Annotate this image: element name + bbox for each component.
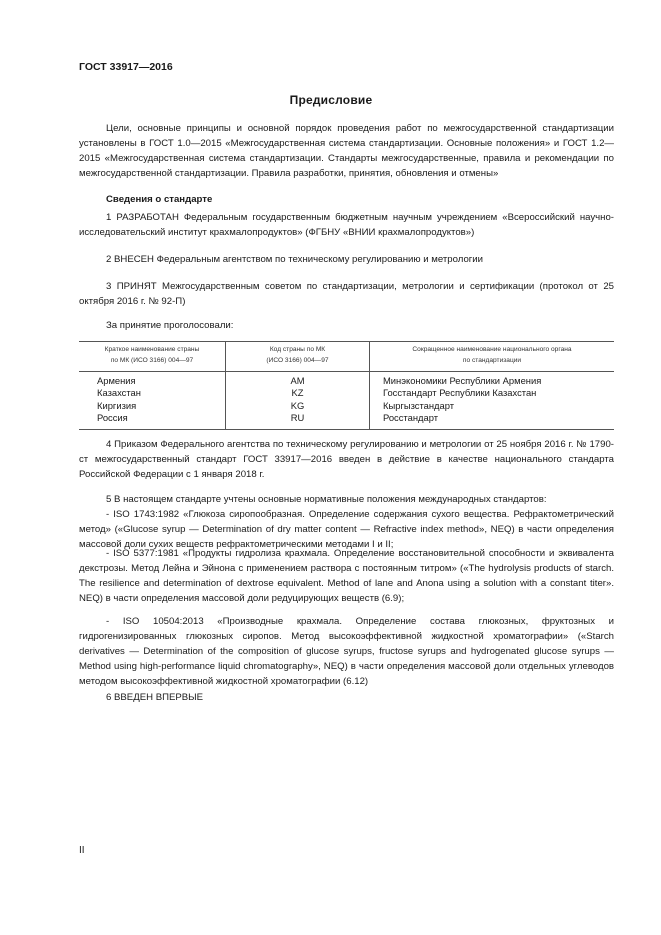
country-cell: Армения [97, 375, 136, 386]
item-5-iso-1743: - ISO 1743:1982 «Глюкоза сиропообразная. Определение содержания сухого вещества. Рефрактометрический метод» («Glucose syrup — Determination of dry matter content — Refractive index method», NEQ) в части определения массовой доли сухих веществ рефрактометрическими методами I и II; [79, 509, 614, 551]
country-cell: Киргизия [97, 399, 137, 411]
item-5-iso-10504: - ISO 10504:2013 «Производные крахмала. Определение состава глюкозных, фруктозных и гидрогенизированных глюкозных сиропов. Метод высокоэффективной жидкостной хроматографии» («Starch derivatives — Determination of the composition of glucose syrups, fructose syrups and hydrogenated glucose syrups — Method using high-performance liquid chromatography», NEQ) в части определения массовой доли отдельных углеводов методом высокоэффективной жидкостной хроматографии (6.12) [79, 616, 614, 688]
column-header-code-line2: (ИСО 3166) 004—97 [266, 357, 329, 364]
voting-countries-table [79, 341, 614, 430]
column-header-body-line1: Сокращенное наименование национального органа [412, 346, 572, 353]
item-4-order: 4 Приказом Федерального агентства по техническому регулированию и метрологии от 25 ноября 2016 г. № 1790-ст межгосударственный стандарт ГОСТ 33917—2016 введен в действие в качестве национального стандарта Российской Федерации с 1 января 2018 г. [79, 439, 614, 481]
table-row [79, 400, 614, 412]
intro-paragraph: Цели, основные принципы и основной порядок проведения работ по межгосударственной стандартизации установлены в ГОСТ 1.0—2015 «Межгосударственная система стандартизации. Основные положения» и ГОСТ 1.2—2015 «Межгосударственная система стандартизации. Стандарты межгосударственные, правила и рекомендации по межгосударственной стандартизации. Правила разработки, принятия, обновления и отмены» [79, 123, 614, 180]
column-header-country-line1: Краткое наименование страны [104, 346, 200, 353]
standards-body-cell: Минэкономики Республики Армения [370, 372, 615, 388]
item-5-iso-5377: - ISO 5377:1981 «Продукты гидролиза крахмала. Определение восстановительной способности и эквивалента декстрозы. Метод Лейна и Эйнона с применением раствора с постоянным титром» («The hydrolysis products of starch. The resilience and determination of dextrose equivalent. Method of lane and Anona using a solution with a constant titer». NEQ) в части определения массовой доли редуцирующих веществ (6.9); [79, 548, 614, 605]
country-cell: Россия [79, 412, 226, 429]
column-header-body [370, 342, 615, 372]
standards-body-cell: Госстандарт Республики Казахстан [370, 387, 615, 399]
table-header-row [79, 342, 614, 372]
column-header-code [226, 342, 370, 372]
section-subtitle: Сведения о стандарте [106, 194, 213, 205]
standards-body-cell: Росстандарт [370, 412, 615, 429]
standards-body-cell: Кыргызстандарт [370, 400, 615, 412]
item-2-introduced: 2 ВНЕСЕН Федеральным агентством по техническому регулированию и метрологии [106, 254, 484, 265]
document-code-header: ГОСТ 33917—2016 [79, 61, 173, 73]
country-cell: Казахстан [97, 387, 141, 399]
country-code-cell: AM [226, 372, 370, 388]
page-number: II [79, 845, 85, 856]
table-row [79, 387, 614, 399]
vote-label: За принятие проголосовали: [106, 320, 234, 331]
page-title: Предисловие [289, 93, 373, 107]
item-3-adopted: 3 ПРИНЯТ Межгосударственным советом по стандартизации, метрологии и сертификации (протокол от 25 октября 2016 г. № 92-П) [79, 281, 614, 308]
table-row [79, 372, 614, 388]
item-6-first-introduced: 6 ВВЕДЕН ВПЕРВЫЕ [106, 692, 204, 703]
item-1-developed: 1 РАЗРАБОТАН Федеральным государственным бюджетным научным учреждением «Всероссийский научно-исследовательский институт крахмалопродуктов» (ФГБНУ «ВНИИ крахмалопродуктов») [79, 212, 614, 239]
column-header-body-line2: по стандартизации [462, 357, 522, 364]
column-header-country-line2: по МК (ИСО 3166) 004—97 [110, 357, 194, 364]
column-header-code-line1: Код страны по МК [269, 346, 326, 353]
country-code-cell: RU [226, 412, 370, 429]
column-header-country [79, 342, 226, 372]
item-5-intro: 5 В настоящем стандарте учтены основные нормативные положения международных стандартов: [106, 494, 547, 505]
table-row [79, 412, 614, 429]
country-code-cell: KG [226, 400, 370, 412]
country-code-cell: KZ [226, 387, 370, 399]
